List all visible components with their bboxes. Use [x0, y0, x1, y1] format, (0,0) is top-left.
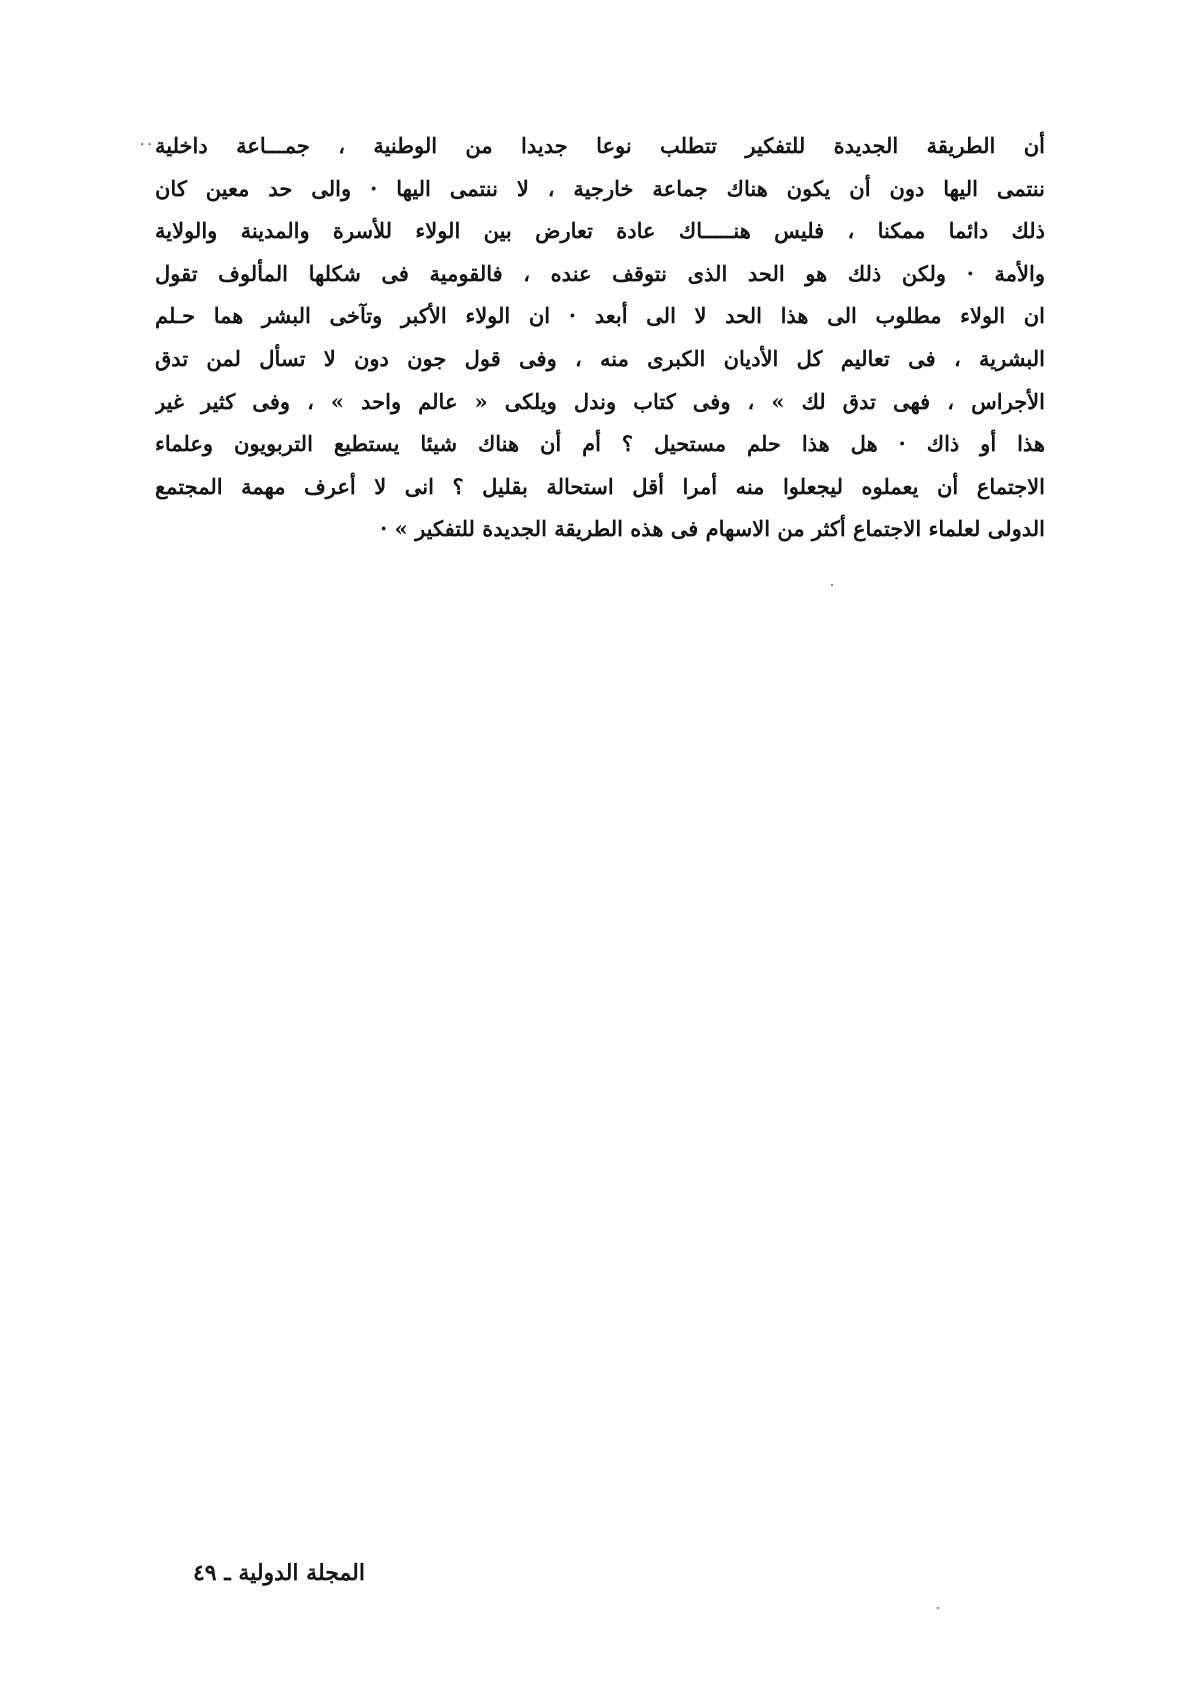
text-line-6: البشرية ، فى تعاليم كل الأديان الكبرى منه ، وفى قول جون دون لا تسأل لمن تدق: [155, 345, 1045, 371]
text-line-10: الدولى لعلماء الاجتماع أكثر من الاسهام فى هذه الطريقة الجديدة للتفكير » ·: [380, 516, 1045, 542]
text-line-3: ذلك دائما ممكنا ، فليس هنـــــاك عادة تعارض بين الولاء للأسرة والمدينة والولاية: [155, 218, 1045, 244]
text-line-2: ننتمى اليها دون أن يكون هناك جماعة خارجية ، لا ننتمى اليها · والى حد معين كان: [155, 175, 1045, 201]
body-paragraph: [155, 125, 1045, 551]
leader-dots: ..: [140, 133, 155, 149]
text-line-4: والأمة · ولكن ذلك هو الحد الذى نتوقف عنده ، فالقومية فى شكلها المألوف تقول: [155, 260, 1045, 286]
text-line-7: الأجراس ، فهى تدق لك » ، وفى كتاب وندل ويلكى « عالم واحد » ، وفى كثير غير: [155, 388, 1045, 414]
page-footer: المجلة الدولية ـ ٤٩: [192, 1560, 365, 1586]
speck-1: [831, 584, 833, 586]
text-line-8: هذا أو ذاك · هل هذا حلم مستحيل ؟ أم أن هناك شيئا يستطيع التربويون وعلماء: [155, 431, 1045, 457]
speck-2: [937, 1607, 939, 1609]
text-line-1: أن الطريقة الجديدة للتفكير تتطلب نوعا جديدا من الوطنية ، جمـــاعة داخلية: [155, 133, 1045, 158]
text-line-5: ان الولاء مطلوب الى هذا الحد لا الى أبعد · ان الولاء الأكبر وتآخى البشر هما حـلم: [155, 303, 1045, 329]
text-line-9: الاجتماع أن يعملوه ليجعلوا منه أمرا أقل استحالة بقليل ؟ انى لا أعرف مهمة المجتمع: [155, 473, 1045, 499]
